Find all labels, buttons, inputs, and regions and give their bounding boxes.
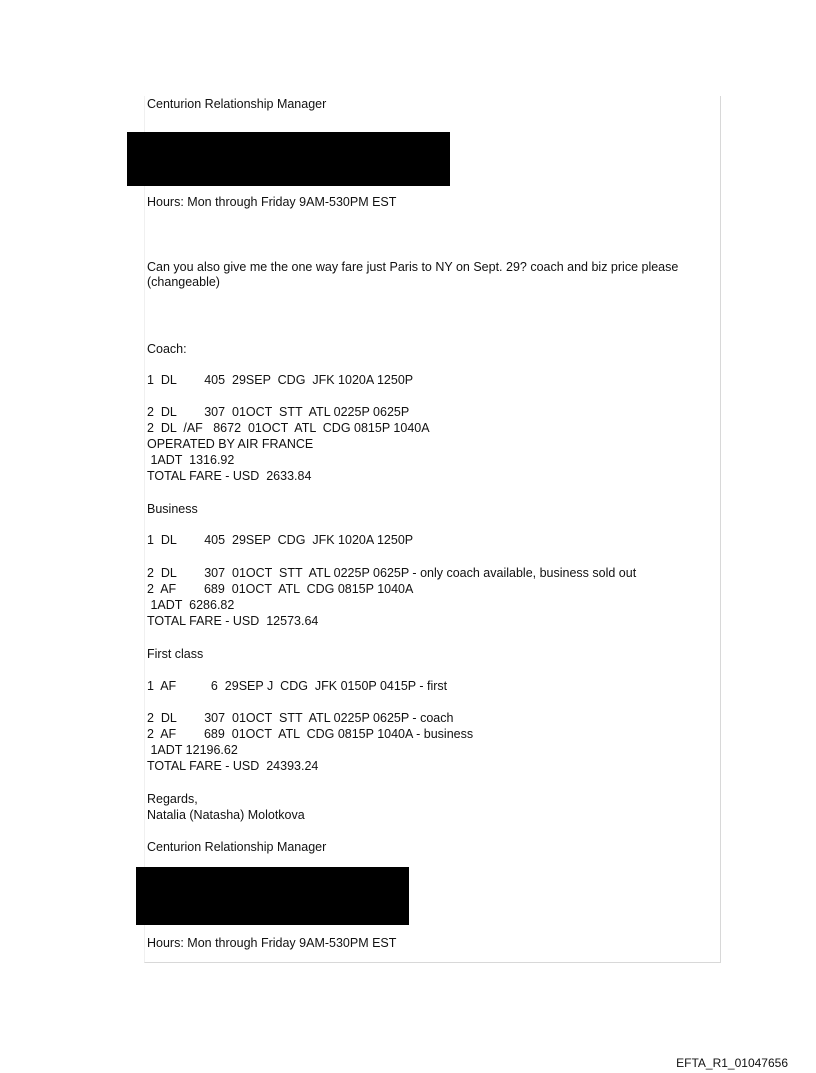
coach-segment-3: 2 DL /AF 8672 01OCT ATL CDG 0815P 1040A bbox=[147, 421, 430, 435]
business-adult-fare: 1ADT 6286.82 bbox=[147, 598, 235, 612]
business-total-fare: TOTAL FARE - USD 12573.64 bbox=[147, 614, 319, 628]
bates-number: EFTA_R1_01047656 bbox=[676, 1056, 788, 1070]
coach-segment-2: 2 DL 307 01OCT STT ATL 0225P 0625P bbox=[147, 405, 410, 419]
sender-name: Natalia (Natasha) Molotkova bbox=[147, 808, 305, 822]
redaction-block-2 bbox=[136, 867, 409, 925]
hours-text-2: Hours: Mon through Friday 9AM-530PM EST bbox=[147, 936, 397, 950]
coach-adult-fare: 1ADT 1316.92 bbox=[147, 453, 235, 467]
coach-operated-by: OPERATED BY AIR FRANCE bbox=[147, 437, 314, 451]
business-heading: Business bbox=[147, 502, 198, 516]
signature-title-2: Centurion Relationship Manager bbox=[147, 840, 327, 854]
coach-heading: Coach: bbox=[147, 342, 187, 356]
signature-title: Centurion Relationship Manager bbox=[147, 97, 327, 111]
closing-text: Regards, bbox=[147, 792, 198, 806]
first-segment-2: 2 DL 307 01OCT STT ATL 0225P 0625P - coach bbox=[147, 711, 454, 725]
business-segment-3: 2 AF 689 01OCT ATL CDG 0815P 1040A bbox=[147, 582, 414, 596]
first-total-fare: TOTAL FARE - USD 24393.24 bbox=[147, 759, 319, 773]
redaction-block bbox=[127, 132, 450, 186]
first-segment-3: 2 AF 689 01OCT ATL CDG 0815P 1040A - business bbox=[147, 727, 474, 741]
business-segment-2: 2 DL 307 01OCT STT ATL 0225P 0625P - only coach available, business sold out bbox=[147, 566, 637, 580]
first-adult-fare: 1ADT 12196.62 bbox=[147, 743, 238, 757]
coach-segment-1: 1 DL 405 29SEP CDG JFK 1020A 1250P bbox=[147, 373, 414, 387]
first-segment-1: 1 AF 6 29SEP J CDG JFK 0150P 0415P - first bbox=[147, 679, 448, 693]
hours-text: Hours: Mon through Friday 9AM-530PM EST bbox=[147, 195, 397, 209]
first-class-heading: First class bbox=[147, 647, 204, 661]
coach-total-fare: TOTAL FARE - USD 2633.84 bbox=[147, 469, 312, 483]
business-segment-1: 1 DL 405 29SEP CDG JFK 1020A 1250P bbox=[147, 533, 414, 547]
email-frame bbox=[144, 96, 721, 963]
fare-request-text: Can you also give me the one way fare just Paris to NY on Sept. 29? coach and biz price please (changeable) bbox=[147, 260, 679, 289]
